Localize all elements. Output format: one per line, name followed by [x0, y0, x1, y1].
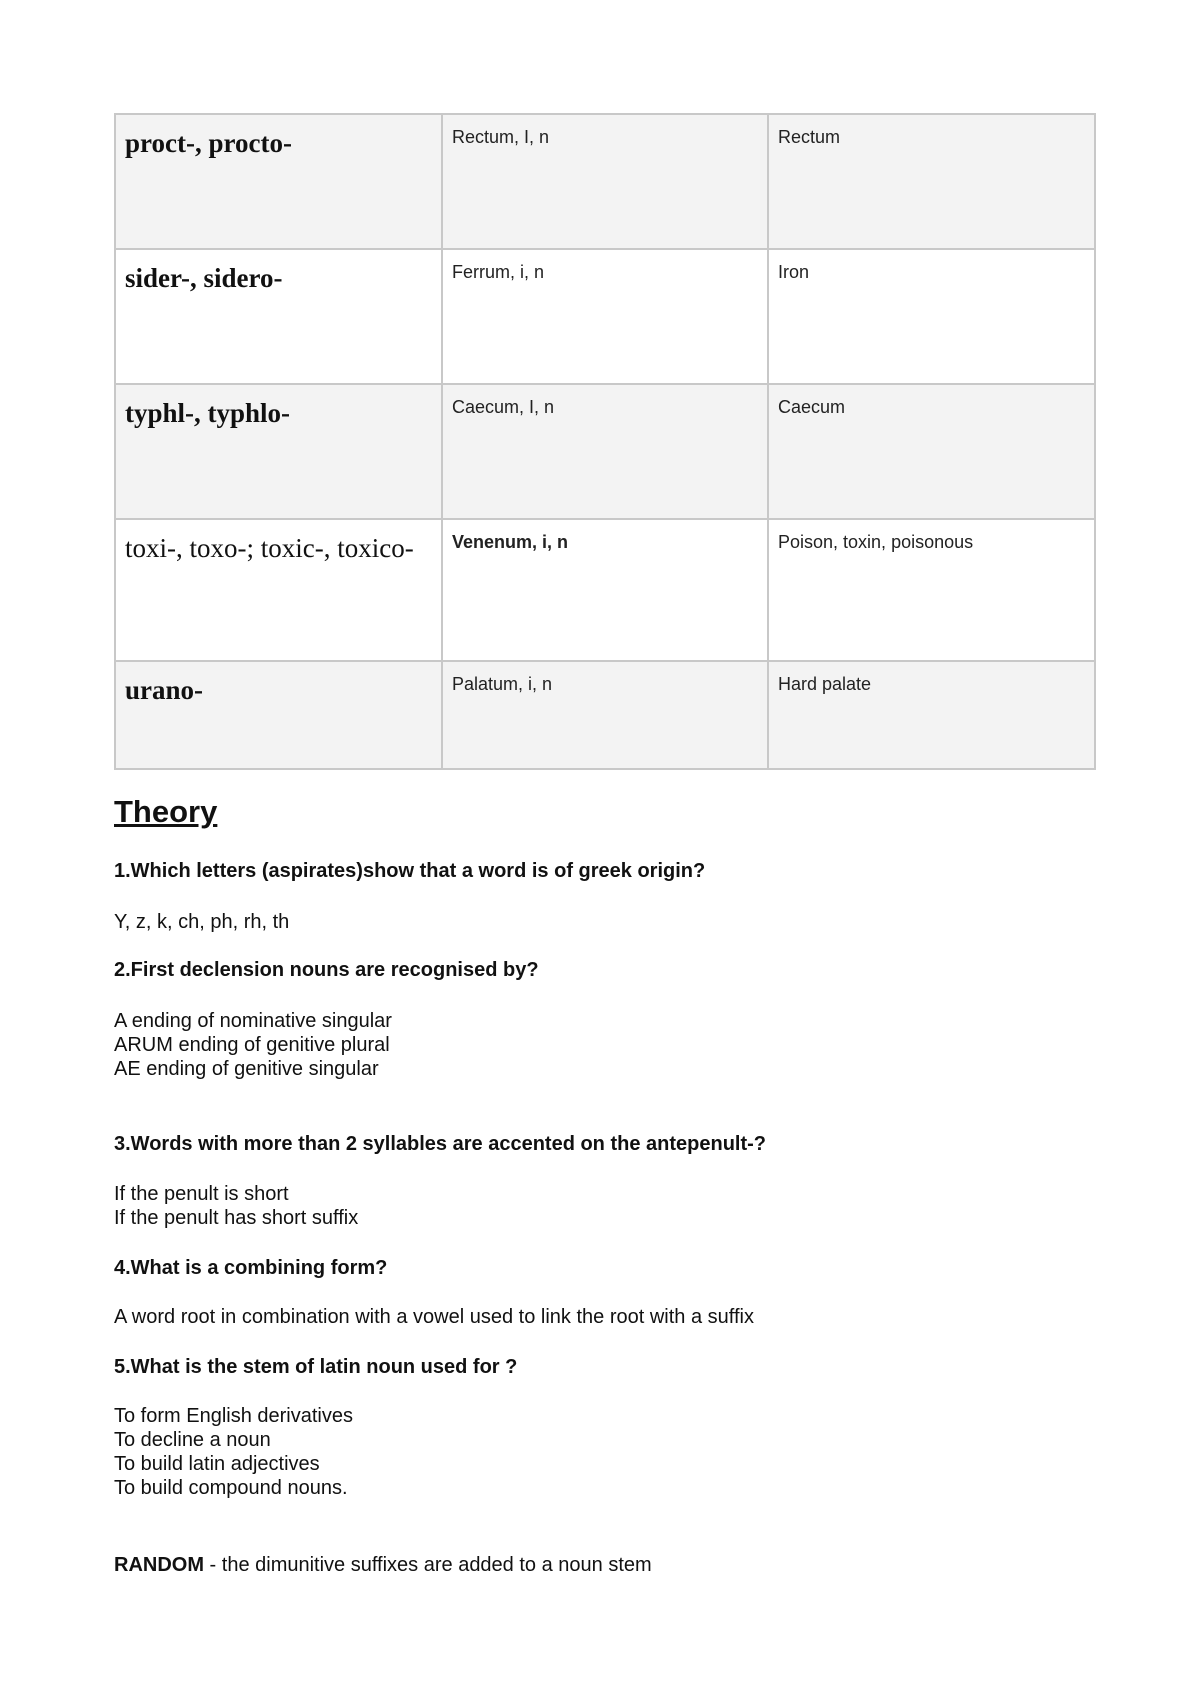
meaning-text: Caecum [778, 397, 846, 417]
answer-line: To build compound nouns. [114, 1477, 348, 1499]
table-row [115, 519, 1095, 661]
table-row [115, 384, 1095, 519]
answer-2 [114, 1009, 392, 1081]
meaning-text: Poison, toxin, poisonous [778, 532, 974, 552]
latin-cell [442, 114, 768, 249]
answer-5 [114, 1404, 353, 1500]
table-row [115, 249, 1095, 384]
meaning-cell [768, 384, 1095, 519]
term-cell [115, 661, 442, 769]
answer-line: Y, z, k, ch, ph, rh, th [114, 911, 290, 933]
term-cell [115, 114, 442, 249]
random-label: RANDOM [114, 1554, 204, 1576]
answer-line: ARUM ending of genitive plural [114, 1034, 390, 1056]
term-text: typhl-, typhlo- [125, 398, 291, 428]
answer-line: If the penult has short suffix [114, 1207, 359, 1229]
meaning-cell [768, 249, 1095, 384]
meaning-text: Hard palate [778, 674, 872, 694]
question-4: 4.What is a combining form? [114, 1257, 388, 1279]
question-1: 1.Which letters (aspirates)show that a word is of greek origin? [114, 860, 706, 882]
term-text: proct-, procto- [125, 128, 292, 158]
random-text: - the dimunitive suffixes are added to a noun stem [204, 1554, 652, 1576]
term-text: urano- [125, 675, 204, 705]
term-cell [115, 384, 442, 519]
section-title: Theory [114, 794, 218, 829]
meaning-cell [768, 114, 1095, 249]
question-3: 3.Words with more than 2 syllables are accented on the antepenult-? [114, 1133, 767, 1155]
latin-cell [442, 519, 768, 661]
term-cell [115, 249, 442, 384]
latin-cell [442, 661, 768, 769]
latin-cell [442, 249, 768, 384]
answer-line: A word root in combination with a vowel used to link the root with a suffix [114, 1306, 754, 1328]
latin-text: Caecum, I, n [452, 397, 555, 417]
latin-cell [442, 384, 768, 519]
answer-line: If the penult is short [114, 1183, 289, 1205]
answer-1 [114, 910, 289, 934]
vocabulary-table [114, 113, 1096, 770]
answer-line: A ending of nominative singular [114, 1010, 392, 1032]
table-row [115, 114, 1095, 249]
answer-3 [114, 1182, 358, 1230]
answer-line: To build latin adjectives [114, 1453, 320, 1475]
term-cell [115, 519, 442, 661]
answer-line: To form English derivatives [114, 1405, 353, 1427]
table-row [115, 661, 1095, 769]
latin-text: Palatum, i, n [452, 674, 553, 694]
answer-4 [114, 1305, 754, 1329]
meaning-cell [768, 519, 1095, 661]
meaning-cell [768, 661, 1095, 769]
question-2: 2.First declension nouns are recognised by? [114, 959, 539, 981]
term-text: toxi-, toxo-; toxic-, toxico- [125, 533, 414, 563]
answer-line: AE ending of genitive singular [114, 1058, 379, 1080]
random-note [114, 1552, 652, 1578]
answer-line: To decline a noun [114, 1429, 271, 1451]
term-text: sider-, sidero- [125, 263, 283, 293]
meaning-text: Iron [778, 262, 810, 282]
latin-text: Venenum, i, n [452, 532, 569, 552]
meaning-text: Rectum [778, 127, 841, 147]
latin-text: Ferrum, i, n [452, 262, 545, 282]
latin-text: Rectum, I, n [452, 127, 550, 147]
question-5: 5.What is the stem of latin noun used for ? [114, 1356, 518, 1378]
